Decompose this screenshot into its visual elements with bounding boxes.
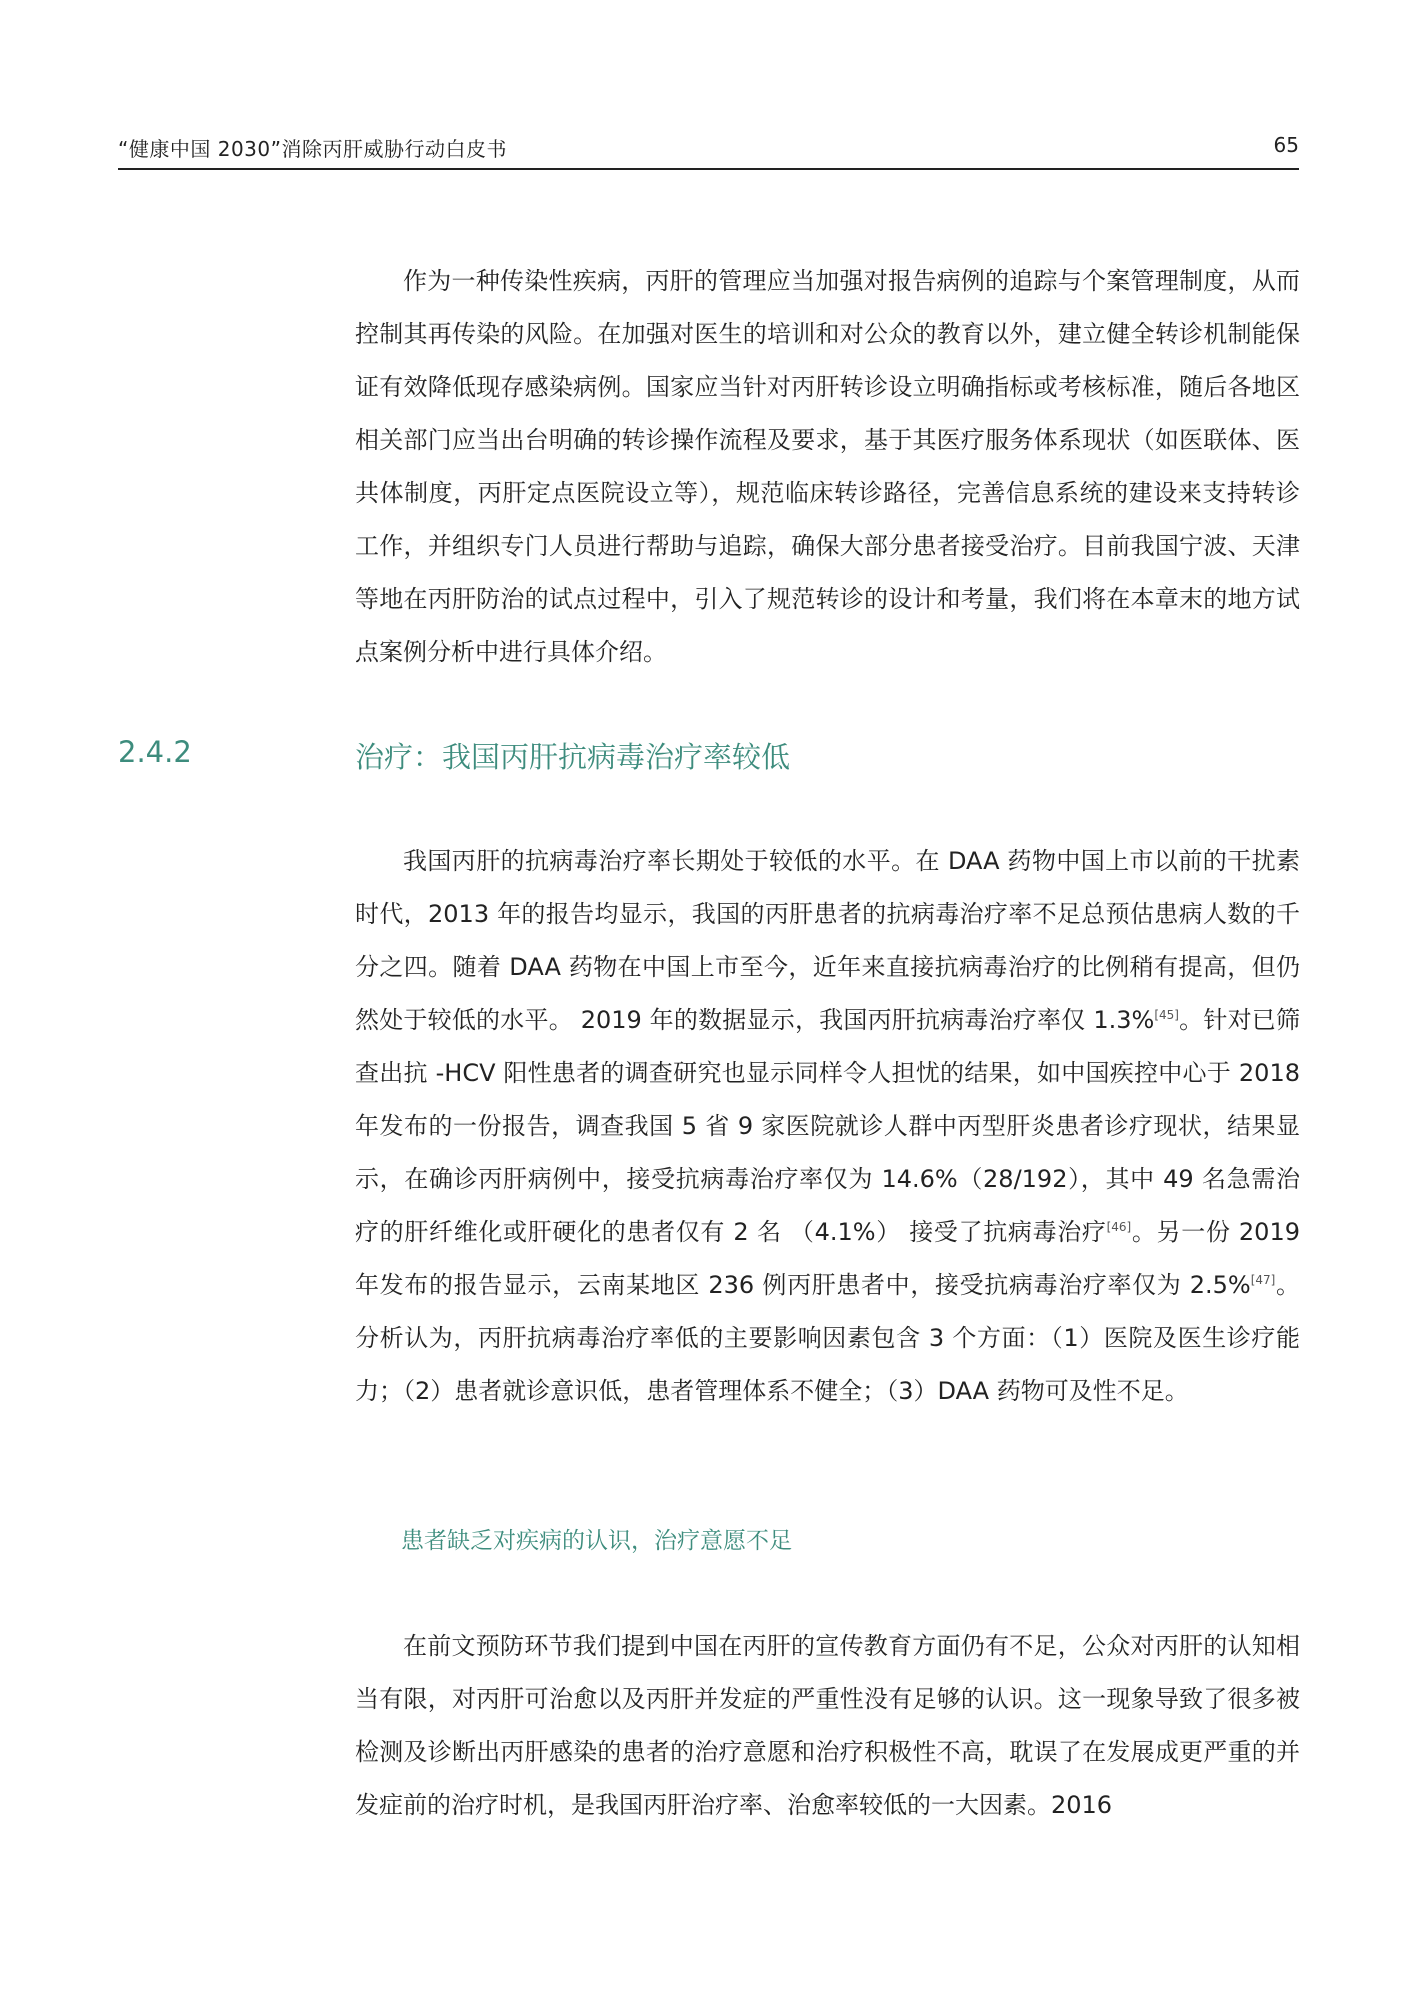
text-segment: 我国丙肝的抗病毒治疗率长期处于较低的水平。在 DAA 药物中国上市以前的干扰素时代，2013 年的报告均显示，我国的丙肝患者的抗病毒治疗率不足总预估患病人数的千分之四。随着 DAA 药物在中国上市至今，近年来直接抗病毒治疗的比例稍有提高，但仍然处于较低的水平。 2019 年的数据显示，我国丙肝抗病毒治疗率仅 1.3%	[355, 847, 1300, 1034]
citation-46[interactable]: [46]	[1106, 1220, 1132, 1234]
body-paragraph-referral: 作为一种传染性疾病，丙肝的管理应当加强对报告病例的追踪与个案管理制度，从而控制其再传染的风险。在加强对医生的培训和对公众的教育以外，建立健全转诊机制能保证有效降低现存感染病例。国家应当针对丙肝转诊设立明确指标或考核标准，随后各地区相关部门应当出台明确的转诊操作流程及要求，基于其医疗服务体系现状（如医联体、医共体制度，丙肝定点医院设立等），规范临床转诊路径，完善信息系统的建设来支持转诊工作，并组织专门人员进行帮助与追踪，确保大部分患者接受治疗。目前我国宁波、天津等地在丙肝防治的试点过程中，引入了规范转诊的设计和考量，我们将在本章末的地方试点案例分析中进行具体介绍。	[355, 267, 1300, 666]
text-segment: 。分析认为，丙肝抗病毒治疗率低的主要影响因素包含 3 个方面：（1）医院及医生诊疗能力；（2）患者就诊意识低，患者管理体系不健全；（3）DAA 药物可及性不足。	[355, 1271, 1301, 1405]
citation-45[interactable]: [45]	[1154, 1008, 1179, 1022]
text-segment: 。针对已筛查出抗 -HCV 阳性患者的调查研究也显示同样令人担忧的结果，如中国疾控中心于 2018 年发布的一份报告，调查我国 5 省 9 家医院就诊人群中丙型肝炎患者诊疗现状，结果显示，在确诊丙肝病例中，接受抗病毒治疗率仅为 14.6%（28/192），其中 49 名急需治疗的肝纤维化或肝硬化的患者仅有 2 名 （4.1%） 接受了抗病毒治疗	[355, 1006, 1301, 1246]
page-header	[118, 128, 1299, 170]
citation-47[interactable]: [47]	[1250, 1273, 1276, 1287]
section-number: 2.4.2	[118, 735, 192, 769]
section-title: 治疗：我国丙肝抗病毒治疗率较低	[355, 740, 791, 774]
page-number: 65	[1273, 133, 1299, 157]
text-segment: 。另一份 2019 年发布的报告显示，云南某地区 236 例丙肝患者中，接受抗病毒治疗率仅为 2.5%	[355, 1218, 1300, 1299]
body-paragraph-awareness: 在前文预防环节我们提到中国在丙肝的宣传教育方面仍有不足，公众对丙肝的认知相当有限，对丙肝可治愈以及丙肝并发症的严重性没有足够的认识。这一现象导致了很多被检测及诊断出丙肝感染的患者的治疗意愿和治疗积极性不高，耽误了在发展成更严重的并发症前的治疗时机，是我国丙肝治疗率、治愈率较低的一大因素。2016	[355, 1632, 1300, 1819]
subheading-patient-awareness: 患者缺乏对疾病的认识，治疗意愿不足	[401, 1528, 792, 1554]
document-title: “健康中国 2030”消除丙肝威胁行动白皮书	[118, 137, 507, 161]
body-paragraph-treatment-rate	[355, 835, 1300, 1418]
